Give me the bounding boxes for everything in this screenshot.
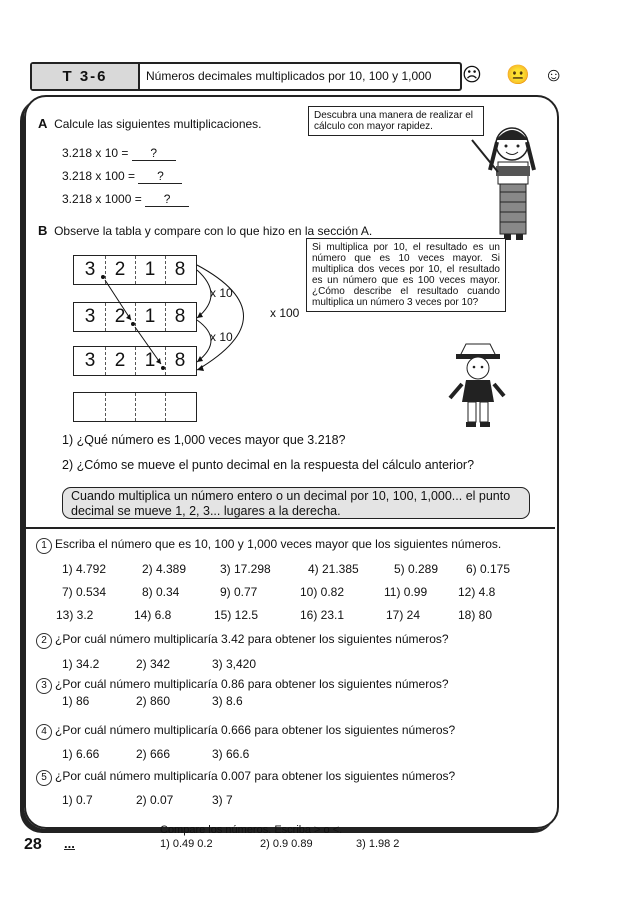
exercise-prompt: Escriba el número que es 10, 100 y 1,000 veces mayor que los siguientes números. — [55, 537, 502, 551]
exercise-prompt: ¿Por cuál número multiplicaría 0.666 para obtener los siguientes números? — [55, 723, 456, 737]
answer-blank[interactable]: ? — [138, 169, 182, 184]
list-item: 1) 0.7 — [62, 793, 93, 807]
list-item: 2) 342 — [136, 657, 171, 671]
digit-cell: 1 — [144, 306, 156, 327]
list-item: 9) 0.77 — [220, 585, 258, 599]
digit-box-empty[interactable] — [73, 392, 197, 422]
exercise-2-heading — [36, 632, 449, 649]
digit-cell: 1 — [144, 259, 156, 280]
list-item: 3) 66.6 — [212, 747, 250, 761]
list-item: 16) 23.1 — [300, 608, 345, 622]
happy-face-icon[interactable]: ☺ — [544, 65, 564, 86]
hint-bubble-a: Descubra una manera de realizar el cálculo con mayor rapidez. — [308, 106, 484, 136]
x100-label: x 100 — [270, 306, 300, 320]
list-item: 1) 86 — [62, 694, 90, 708]
neutral-face-icon[interactable]: 😐 — [506, 65, 530, 86]
calc-expression: 3.218 x 100 = — [62, 169, 136, 183]
question-2: 2) ¿Cómo se mueve el punto decimal en la respuesta del cálculo anterior? — [62, 458, 475, 472]
list-item: 3) 8.6 — [212, 694, 243, 708]
exercise-prompt: ¿Por cuál número multiplicaría 0.007 para obtener los siguientes números? — [55, 769, 456, 783]
x100-arrow — [197, 265, 244, 370]
list-item: 5) 0.289 — [394, 562, 439, 576]
digit-cell: 2 — [114, 259, 126, 280]
digit-cell: 8 — [174, 259, 186, 280]
calc-expression: 3.218 x 1000 = — [62, 192, 142, 206]
list-item: 2) 666 — [136, 747, 171, 761]
decimal-point — [161, 366, 165, 370]
lesson-header — [30, 62, 462, 91]
section-a-instruction: Calcule las siguientes multiplicaciones. — [54, 117, 262, 131]
answer-blank[interactable]: ? — [132, 146, 176, 161]
list-item: 2) 860 — [136, 694, 171, 708]
list-item: 6) 0.175 — [466, 562, 511, 576]
list-item: 10) 0.82 — [300, 585, 345, 599]
question-1: 1) ¿Qué número es 1,000 veces mayor que 3.218? — [62, 433, 346, 447]
list-item: 3) 3,420 — [212, 657, 257, 671]
exercise-number: 2 — [36, 633, 52, 649]
calc-row-3 — [62, 192, 189, 207]
exercise-number: 4 — [36, 724, 52, 740]
move-arrow — [105, 280, 131, 320]
answer-blank[interactable]: ? — [145, 192, 189, 207]
exercise-number: 1 — [36, 538, 52, 554]
section-b-instruction: Observe la tabla y compare con lo que hizo en la sección A. — [54, 224, 373, 238]
list-item: 14) 6.8 — [134, 608, 172, 622]
digit-cell: 3 — [84, 350, 96, 371]
list-item: 3) 7 — [212, 793, 233, 807]
exercise-4-heading — [36, 723, 455, 740]
sad-face-icon[interactable]: ☹ — [462, 65, 482, 86]
digit-cell: 2 — [114, 350, 126, 371]
digit-cell: 8 — [174, 306, 186, 327]
compare-item: 3) 1.98 2 — [356, 838, 400, 850]
exercise-5-heading — [36, 769, 455, 786]
x10-label-2: x 10 — [210, 330, 233, 344]
calc-row-2 — [62, 169, 182, 184]
girl-illustration — [460, 112, 550, 247]
exercise-number: 5 — [36, 770, 52, 786]
move-arrow — [135, 327, 161, 364]
summary-box: Cuando multiplica un número entero o un decimal por 10, 100, 1,000... el punto decimal se mueve 1, 2, 3... lugares a la derecha. — [62, 487, 530, 519]
list-item: 11) 0.99 — [384, 585, 428, 599]
list-item: 4) 21.385 — [308, 562, 359, 576]
section-b-label: B — [38, 223, 48, 238]
calc-expression: 3.218 x 10 = — [62, 146, 129, 160]
digit-cell: 2 — [114, 306, 126, 327]
list-item: 18) 80 — [458, 608, 493, 622]
list-item: 1) 4.792 — [62, 562, 107, 576]
x10-arrow-2 — [197, 320, 211, 362]
compare-item: 2) 0.9 0.89 — [260, 838, 313, 850]
section-b-heading — [38, 223, 372, 238]
list-item: 1) 34.2 — [62, 657, 100, 671]
dots-mark: ... — [64, 836, 75, 851]
exercise-prompt: ¿Por cuál número multiplicaría 0.86 para obtener los siguientes números? — [55, 677, 449, 691]
compare-item: 1) 0.49 0.2 — [160, 838, 213, 850]
exercise-prompt: ¿Por cuál número multiplicaría 3.42 para obtener los siguientes números? — [55, 632, 449, 646]
calc-row-1 — [62, 146, 176, 161]
exercise-1-heading — [36, 537, 501, 554]
x10-arrow-1 — [197, 270, 211, 318]
section-a-label: A — [38, 116, 48, 131]
section-a-heading — [38, 116, 262, 131]
list-item: 1) 6.66 — [62, 747, 100, 761]
hint-bubble-b: Si multiplica por 10, el resultado es un número que es 10 veces mayor. Si multiplica dos veces por 10, el resultado es un número que es 100 veces mayor. ¿Cómo describe el resultado cuando multiplica un número 3 veces por 10? — [306, 238, 506, 312]
compare-title: Compare los números. Escriba > o <. — [160, 824, 343, 836]
digit-cell: 3 — [84, 259, 96, 280]
digit-cell: 1 — [144, 350, 156, 371]
decimal-point — [101, 275, 105, 279]
boy-illustration — [440, 338, 515, 430]
list-item: 2) 0.07 — [136, 793, 174, 807]
digit-cell: 8 — [174, 350, 186, 371]
x10-label-1: x 10 — [210, 286, 233, 300]
page-number: 28 — [24, 836, 42, 853]
section-divider — [26, 527, 555, 529]
list-item: 8) 0.34 — [142, 585, 180, 599]
list-item: 2) 4.389 — [142, 562, 187, 576]
list-item: 7) 0.534 — [62, 585, 107, 599]
list-item: 3) 17.298 — [220, 562, 271, 576]
decimal-point — [131, 322, 135, 326]
exercise-3-heading — [36, 677, 449, 694]
list-item: 13) 3.2 — [56, 608, 94, 622]
list-item: 15) 12.5 — [214, 608, 259, 622]
lesson-code: T 3-6 — [32, 64, 140, 89]
exercise-number: 3 — [36, 678, 52, 694]
digit-cell: 3 — [84, 306, 96, 327]
list-item: 12) 4.8 — [458, 585, 496, 599]
list-item: 17) 24 — [386, 608, 421, 622]
lesson-title: Números decimales multiplicados por 10, 100 y 1,000 — [146, 69, 432, 83]
